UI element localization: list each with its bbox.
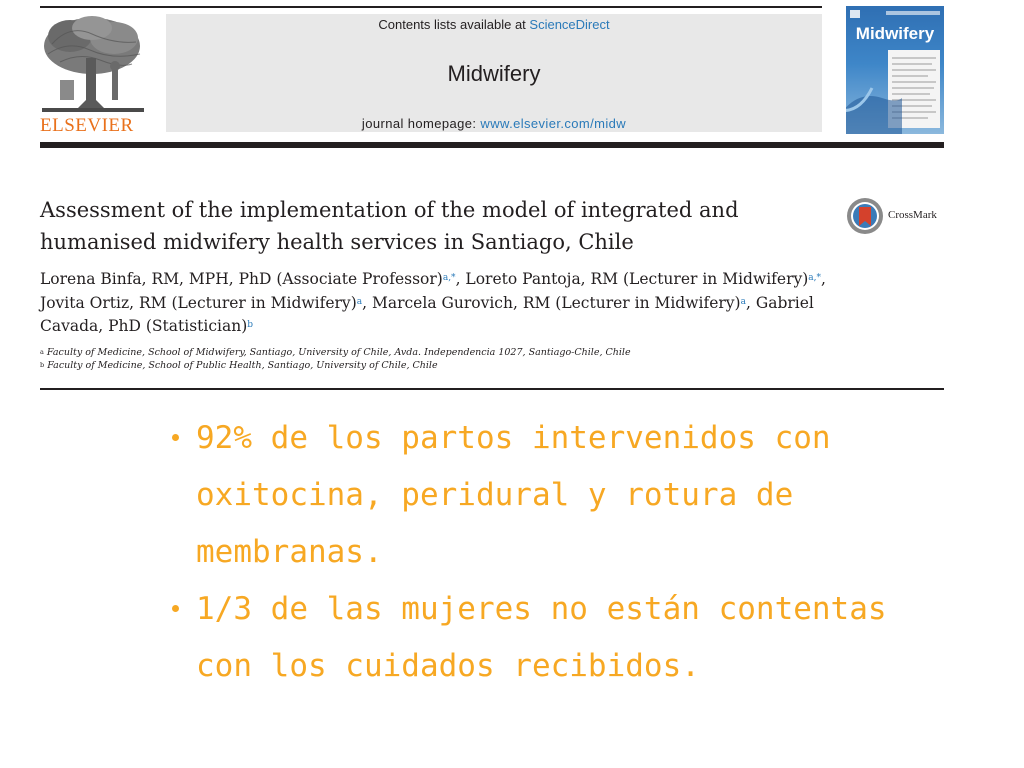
elsevier-logo[interactable] xyxy=(40,14,146,136)
homepage-link[interactable]: www.elsevier.com/midw xyxy=(480,116,627,131)
author-affiliation-marker[interactable]: b xyxy=(247,320,254,330)
bullet-text: 92% de los partos intervenidos con oxitocina, peridural y rotura de membranas. xyxy=(196,420,831,570)
author-name: Loreto Pantoja, RM (Lecturer in Midwifery) xyxy=(465,270,809,288)
journal-header-panel xyxy=(166,14,822,132)
contents-line xyxy=(166,17,822,32)
journal-title: Midwifery xyxy=(447,61,541,86)
cover-title: Midwifery xyxy=(855,24,935,43)
affiliation-text: Faculty of Medicine, School of Midwifery, Santiago, University of Chile, Avda. Independencia 1027, Santiago-Chile, Chile xyxy=(46,347,631,358)
affiliation-line xyxy=(40,359,940,372)
top-rule xyxy=(40,6,822,8)
affiliation-line xyxy=(40,346,940,359)
crossmark-label: CrossMark xyxy=(888,209,937,221)
affiliations xyxy=(40,346,940,372)
affiliation-text: Faculty of Medicine, School of Public Health, Santiago, University of Chile, Chile xyxy=(47,360,438,371)
crossmark-icon xyxy=(846,197,884,235)
cover-publisher-mark xyxy=(850,10,860,18)
bullet-dot-icon xyxy=(172,434,179,441)
contents-prefix: Contents lists available at xyxy=(378,17,530,32)
crossmark-badge[interactable] xyxy=(846,197,946,237)
author-affiliation-marker[interactable]: a xyxy=(356,296,363,307)
author-name: Jovita Ortiz, RM (Lecturer in Midwifery) xyxy=(40,293,357,312)
cover-issue-strip xyxy=(886,11,940,15)
affiliation-marker: b xyxy=(40,361,45,369)
bullet-dot-icon xyxy=(172,605,179,612)
author-name: Gabriel Cavada, PhD (Statistician) xyxy=(40,293,814,335)
journal-cover-thumbnail[interactable] xyxy=(846,6,944,134)
author-affiliation-marker[interactable]: a xyxy=(740,296,746,307)
homepage-line xyxy=(166,116,822,131)
author-name: Lorena Binfa, RM, MPH, PhD (Associate Professor) xyxy=(40,270,443,288)
bullet-text: 1/3 de las mujeres no están contentas con los cuidados recibidos. xyxy=(196,591,887,684)
author-list: Lorena Binfa, RM, MPH, PhD (Associate Professor)$^{a,*}$, Loreto Pantoja, RM (Lecturer in Midwifery)$^{a,*}$, Jovita Ortiz, RM (Lecturer in Midwifery)$^a$, Marcela Gurovich, RM (Lecturer in Midwifery)$^a$, Gabriel Cavada, PhD (Statistician)$^b$ xyxy=(40,270,826,335)
cover-swirl-icon xyxy=(846,58,902,134)
affiliation-marker: a xyxy=(40,348,44,356)
sciencedirect-link[interactable]: ScienceDirect xyxy=(529,17,610,32)
header-thick-rule xyxy=(40,142,944,148)
slide-bullet-list xyxy=(164,410,924,695)
author-affiliation-marker[interactable]: a,* xyxy=(442,273,456,283)
author-affiliation-marker[interactable]: a,* xyxy=(808,273,822,283)
homepage-prefix: journal homepage: xyxy=(361,116,481,131)
bullet-item xyxy=(164,410,924,581)
elsevier-tree-icon xyxy=(40,14,146,114)
author-name: Marcela Gurovich, RM (Lecturer in Midwifery) xyxy=(371,293,741,312)
article-title: Assessment of the implementation of the model of integrated and humanised midwifery health services in Santiago, Chile xyxy=(40,198,739,254)
article-header-bottom-rule xyxy=(40,388,944,390)
bullet-item xyxy=(164,581,924,695)
elsevier-wordmark: ELSEVIER xyxy=(40,115,134,136)
